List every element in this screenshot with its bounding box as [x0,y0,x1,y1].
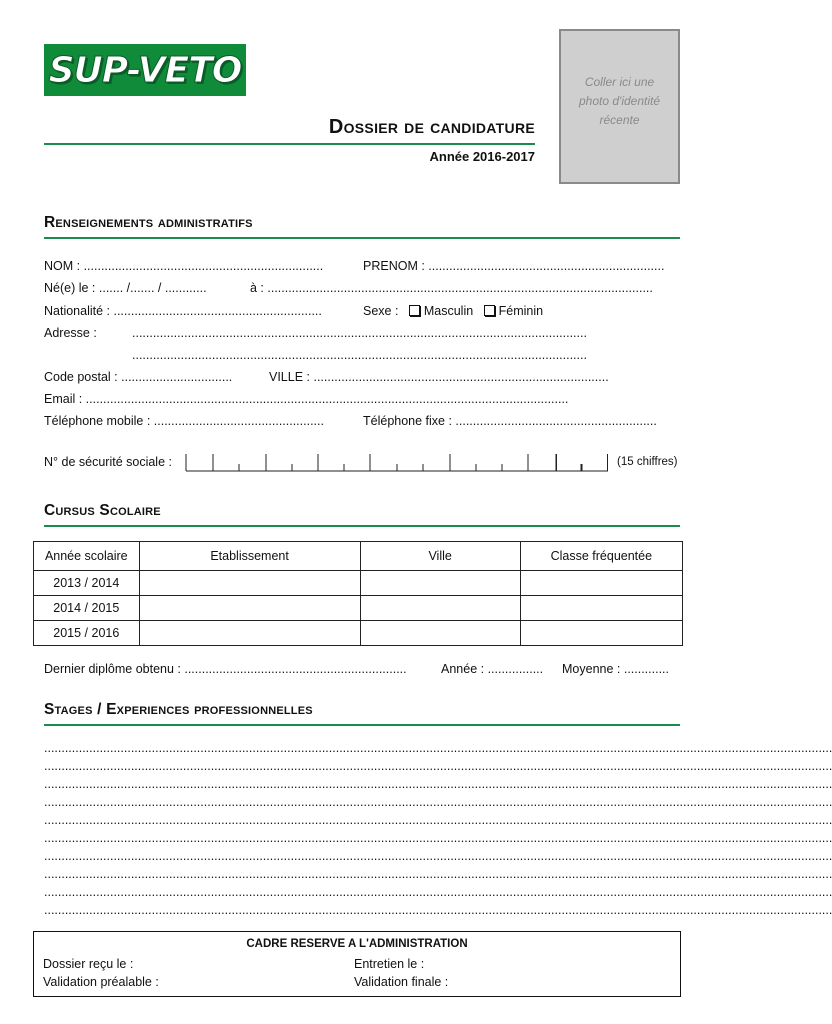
table-cell[interactable] [139,596,360,621]
birthplace-field[interactable]: à : ............................................................................................................... [250,281,653,295]
postal-code-field[interactable]: Code postal : ................................ [44,370,233,384]
experience-line[interactable]: ................................................................................................................................................................................................................................... [44,831,832,845]
table-cell[interactable] [520,621,682,646]
table-cell[interactable] [139,621,360,646]
experience-line[interactable]: ................................................................................................................................................................................................................................... [44,903,832,917]
table-row [34,596,683,621]
experience-lines[interactable] [44,741,832,921]
admin-reserved-title: CADRE RESERVE A L'ADMINISTRATION [246,938,468,950]
prenom-field[interactable]: PRENOM : .................................................................... [363,259,665,273]
nationality-field[interactable]: Nationalité : ............................................................ [44,304,322,318]
city-field[interactable]: VILLE : ..................................................................................... [269,370,609,384]
sex-field [363,304,543,318]
preliminary-validation-label: Validation préalable : [43,975,159,989]
section-heading-cursus: Cursus Scolaire [44,502,161,519]
year-label: Année 2016-2017 [429,149,535,164]
col-header: Ville [360,542,520,571]
experience-line[interactable]: ................................................................................................................................................................................................................................... [44,885,832,899]
nom-field[interactable]: NOM : ..................................................................... [44,259,324,273]
table-row [34,571,683,596]
photo-placeholder[interactable] [559,29,680,184]
page-title: Dossier de candidature [328,116,535,138]
social-security-grid[interactable] [186,452,611,472]
landline-phone-field[interactable]: Téléphone fixe : .......................................................... [363,414,657,428]
table-cell[interactable] [360,571,520,596]
address-label: Adresse : [44,326,97,340]
col-header: Classe fréquentée [520,542,682,571]
photo-instructions: Coller ici une photo d'identité récente [578,75,661,127]
last-diploma-field[interactable]: Dernier diplôme obtenu : ................................................................ [44,662,407,676]
table-cell[interactable] [360,621,520,646]
cursus-table [33,541,683,646]
logo-text: SUP-VETO [48,49,242,91]
table-cell[interactable] [520,571,682,596]
section-rule-stages [44,724,680,726]
mobile-phone-field[interactable]: Téléphone mobile : ................................................. [44,414,324,428]
experience-line[interactable]: ................................................................................................................................................................................................................................... [44,759,832,773]
social-security-key-grid[interactable] [556,452,610,472]
interview-label: Entretien le : [354,957,425,971]
final-validation-label: Validation finale : [354,975,449,989]
address-line-2[interactable]: ................................................................................................................................... [132,348,587,362]
address-line-1[interactable]: ................................................................................................................................... [132,326,587,340]
section-rule-admin [44,237,680,239]
table-cell[interactable] [520,596,682,621]
sex-label: Sexe : [363,304,399,318]
supveto-logo [44,44,246,96]
section-heading-admin: Renseignements administratifs [44,214,253,231]
table-cell[interactable] [139,571,360,596]
table-cell-year: 2014 / 2015 [34,596,140,621]
section-heading-stages: Stages / Experiences professionnelles [44,701,313,718]
section-rule-cursus [44,525,680,527]
experience-line[interactable]: ................................................................................................................................................................................................................................... [44,867,832,881]
experience-line[interactable]: ................................................................................................................................................................................................................................... [44,777,832,791]
col-header: Etablissement [139,542,360,571]
email-field[interactable]: Email : ........................................................................................................................................... [44,392,569,406]
social-security-label: N° de sécurité sociale : [44,455,172,469]
birthdate-field[interactable]: Né(e) le : ....... /....... / ............ [44,281,207,295]
social-security-note: (15 chiffres) [617,456,678,468]
experience-line[interactable]: ................................................................................................................................................................................................................................... [44,741,832,755]
female-checkbox[interactable] [484,305,495,316]
diploma-year-field[interactable]: Année : ................ [441,662,544,676]
average-field[interactable]: Moyenne : ............. [562,662,669,676]
dossier-received-label: Dossier reçu le : [43,957,134,971]
title-rule [44,143,535,145]
social-security-boxes[interactable] [186,452,611,470]
experience-line[interactable]: ................................................................................................................................................................................................................................... [44,849,832,863]
table-cell-year: 2015 / 2016 [34,621,140,646]
female-label: Féminin [498,304,544,318]
table-cell[interactable] [360,596,520,621]
experience-line[interactable]: ................................................................................................................................................................................................................................... [44,795,832,809]
male-checkbox[interactable] [409,305,420,316]
cursus-header-row [34,542,683,571]
table-row [34,621,683,646]
table-cell-year: 2013 / 2014 [34,571,140,596]
col-header: Année scolaire [34,542,140,571]
experience-line[interactable]: ................................................................................................................................................................................................................................... [44,813,832,827]
social-security-key-boxes[interactable] [556,452,610,475]
admin-reserved-frame [33,931,681,997]
male-label: Masculin [423,304,474,318]
